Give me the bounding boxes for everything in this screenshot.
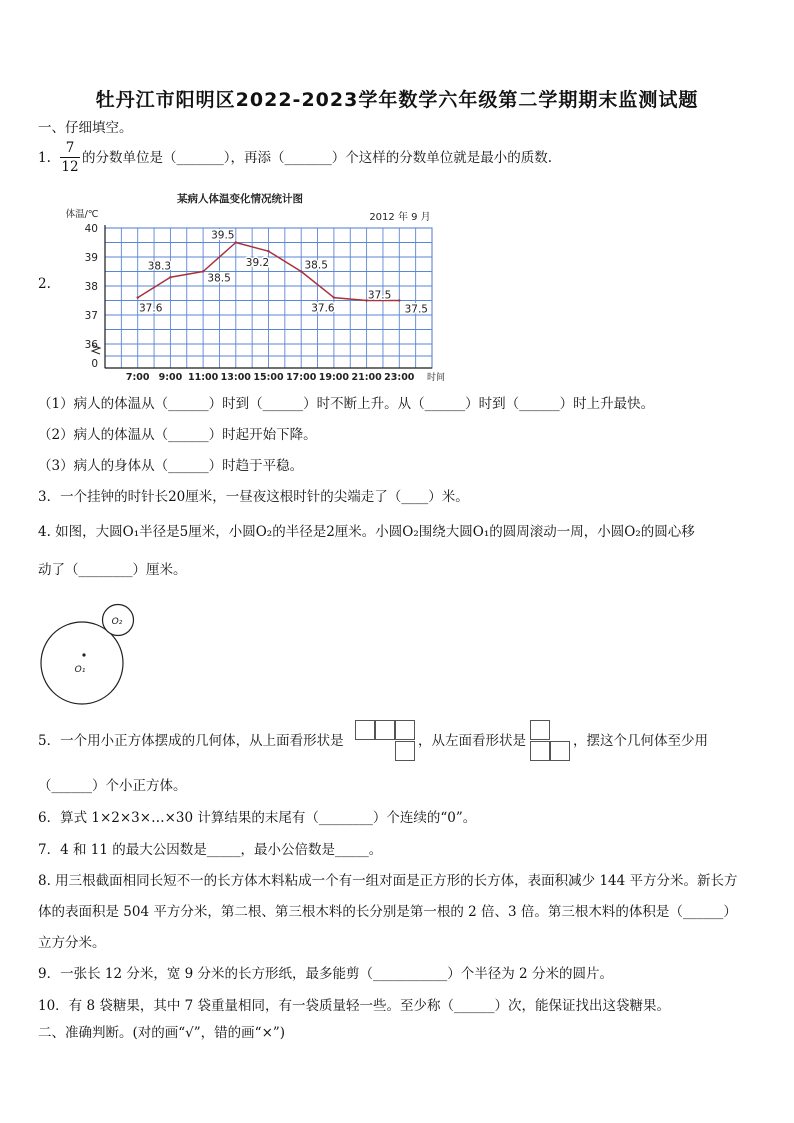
section-heading-judgement: 二、准确判断。(对的画“√”，错的画“×”) xyxy=(38,1025,286,1041)
q3-text: 3．一个挂钟的时针长20厘米，一昼夜这根时针的尖端走了（____）米。 xyxy=(38,489,469,505)
q8-line-1: 8. 用三根截面相同长短不一的长方体木料粘成一个有一组对面是正方形的长方体，表面积减少 144 平方分米。新长方 xyxy=(38,873,738,889)
chart-y-tick-label: 38 xyxy=(84,281,98,293)
q5-part-2: ，从左面看形状是 xyxy=(418,733,526,749)
chart-x-tick-label: 9:00 xyxy=(158,372,183,383)
chart-x-tick-label: 19:00 xyxy=(318,372,350,383)
left-view-figure xyxy=(530,720,570,762)
chart-x-tick-label: 23:00 xyxy=(384,372,415,383)
q5-part-1: 5．一个用小正方体摆成的几何体，从上面看形状是 xyxy=(38,733,344,749)
chart-data-label: 39.2 xyxy=(245,257,270,270)
chart-y-tick-label: 37 xyxy=(84,310,98,322)
chart-data-label: 37.5 xyxy=(404,303,428,316)
q8-line-3: 立方分米。 xyxy=(38,935,106,951)
big-circle-center-dot xyxy=(82,653,85,656)
top-view-figure xyxy=(355,720,415,762)
chart-data-label: 38.3 xyxy=(147,260,172,273)
q1-number: 1. xyxy=(38,150,51,166)
top-view-cell xyxy=(375,720,395,740)
circles-figure xyxy=(38,598,138,710)
fraction-denominator: 12 xyxy=(61,159,79,175)
chart-x-tick-label: 21:00 xyxy=(351,372,382,383)
q2-sub1: （1）病人的体温从（______）时到（______）时不断上升。从（______）时到（______）时上升最快。 xyxy=(38,396,655,412)
chart-y-tick-label: 40 xyxy=(84,223,98,235)
chart-data-point xyxy=(202,270,204,272)
chart-data-point xyxy=(235,241,237,243)
left-view-cell xyxy=(530,720,550,740)
q6-text: 6．算式 1×2×3×…×30 计算结果的末尾有（________）个连续的“0”。 xyxy=(38,810,477,826)
chart-x-tick-label: 15:00 xyxy=(253,372,284,383)
fraction-numerator: 7 xyxy=(60,140,80,158)
q4-line-1: 4. 如图，大圆O₁半径是5厘米，小圆O₂的半径是2厘米。小圆O₂围绕大圆O₁的圆周滚动一周，小圆O₂的圆心移 xyxy=(38,524,695,540)
q4-line-2: 动了（________）厘米。 xyxy=(38,562,187,578)
chart-x-tick-label: 17:00 xyxy=(286,372,317,383)
chart-x-tick-label: 11:00 xyxy=(187,372,219,383)
q9-text: 9．一张长 12 分米，宽 9 分米的长方形纸，最多能剪（___________）个半径为 2 分米的圆片。 xyxy=(38,966,613,982)
small-circle-label: O₂ xyxy=(111,617,123,627)
q10-text: 10．有 8 袋糖果，其中 7 袋重量相同，有一袋质量轻一些。至少称（______）次，能保证找出这袋糖果。 xyxy=(38,998,671,1014)
chart-subtitle: 2012 年 9 月 xyxy=(369,212,431,223)
q2-number: 2. xyxy=(38,276,51,292)
chart-y-tick-label: 36 xyxy=(84,339,98,351)
chart-y-tick-label: 39 xyxy=(84,252,98,264)
q5-line-2: （______）个小正方体。 xyxy=(38,778,187,794)
q8-line-2: 体的表面积是 504 平方分米，第二根、第三根木料的长分别是第一根的 2 倍、3 倍。第三根木料的体积是（______） xyxy=(38,904,737,920)
chart-y-axis-label: 体温/℃ xyxy=(65,209,99,220)
left-view-cell xyxy=(550,741,570,761)
top-view-cell xyxy=(395,741,415,761)
q5-part-3: ，摆这个几何体至少用 xyxy=(573,733,708,749)
chart-data-point xyxy=(267,250,269,252)
chart-x-tick-label: 13:00 xyxy=(220,372,251,383)
q1-text: 的分数单位是（_______），再添（_______）个这样的分数单位就是最小的质数. xyxy=(82,150,553,166)
chart-x-axis-label: 时间 xyxy=(426,373,446,383)
chart-data-point xyxy=(169,276,171,278)
top-view-cell xyxy=(395,720,415,740)
section-heading-fill-in: 一、仔细填空。 xyxy=(38,120,133,136)
chart-data-label: 37.6 xyxy=(311,302,335,315)
chart-data-label: 37.5 xyxy=(367,289,392,302)
chart-data-label: 37.6 xyxy=(139,302,163,315)
chart-data-label: 39.5 xyxy=(211,229,235,242)
chart-data-label: 38.5 xyxy=(304,259,328,272)
big-circle-label: O₁ xyxy=(74,665,86,675)
chart-data-point xyxy=(333,296,335,298)
chart-data-point xyxy=(300,270,302,272)
q7-text: 7．4 和 11 的最大公因数是_____，最小公倍数是_____。 xyxy=(38,842,383,858)
chart-x-tick-label: 7:00 xyxy=(125,372,150,383)
chart-data-point xyxy=(398,299,400,301)
q2-sub2: （2）病人的体温从（______）时起开始下降。 xyxy=(38,427,317,443)
chart-data-label: 38.5 xyxy=(207,272,231,285)
temperature-chart xyxy=(40,185,460,385)
top-view-cell xyxy=(355,720,375,740)
page-title: 牡丹江市阳明区2022-2023学年数学六年级第二学期期末监测试题 xyxy=(95,89,699,111)
chart-y-origin-label: 0 xyxy=(91,358,98,370)
left-view-cell xyxy=(530,741,550,761)
q2-sub3: （3）病人的身体从（______）时趋于平稳。 xyxy=(38,458,304,474)
chart-data-point xyxy=(137,296,139,298)
chart-title: 某病人体温变化情况统计图 xyxy=(177,193,303,205)
q1-fraction xyxy=(60,140,80,175)
